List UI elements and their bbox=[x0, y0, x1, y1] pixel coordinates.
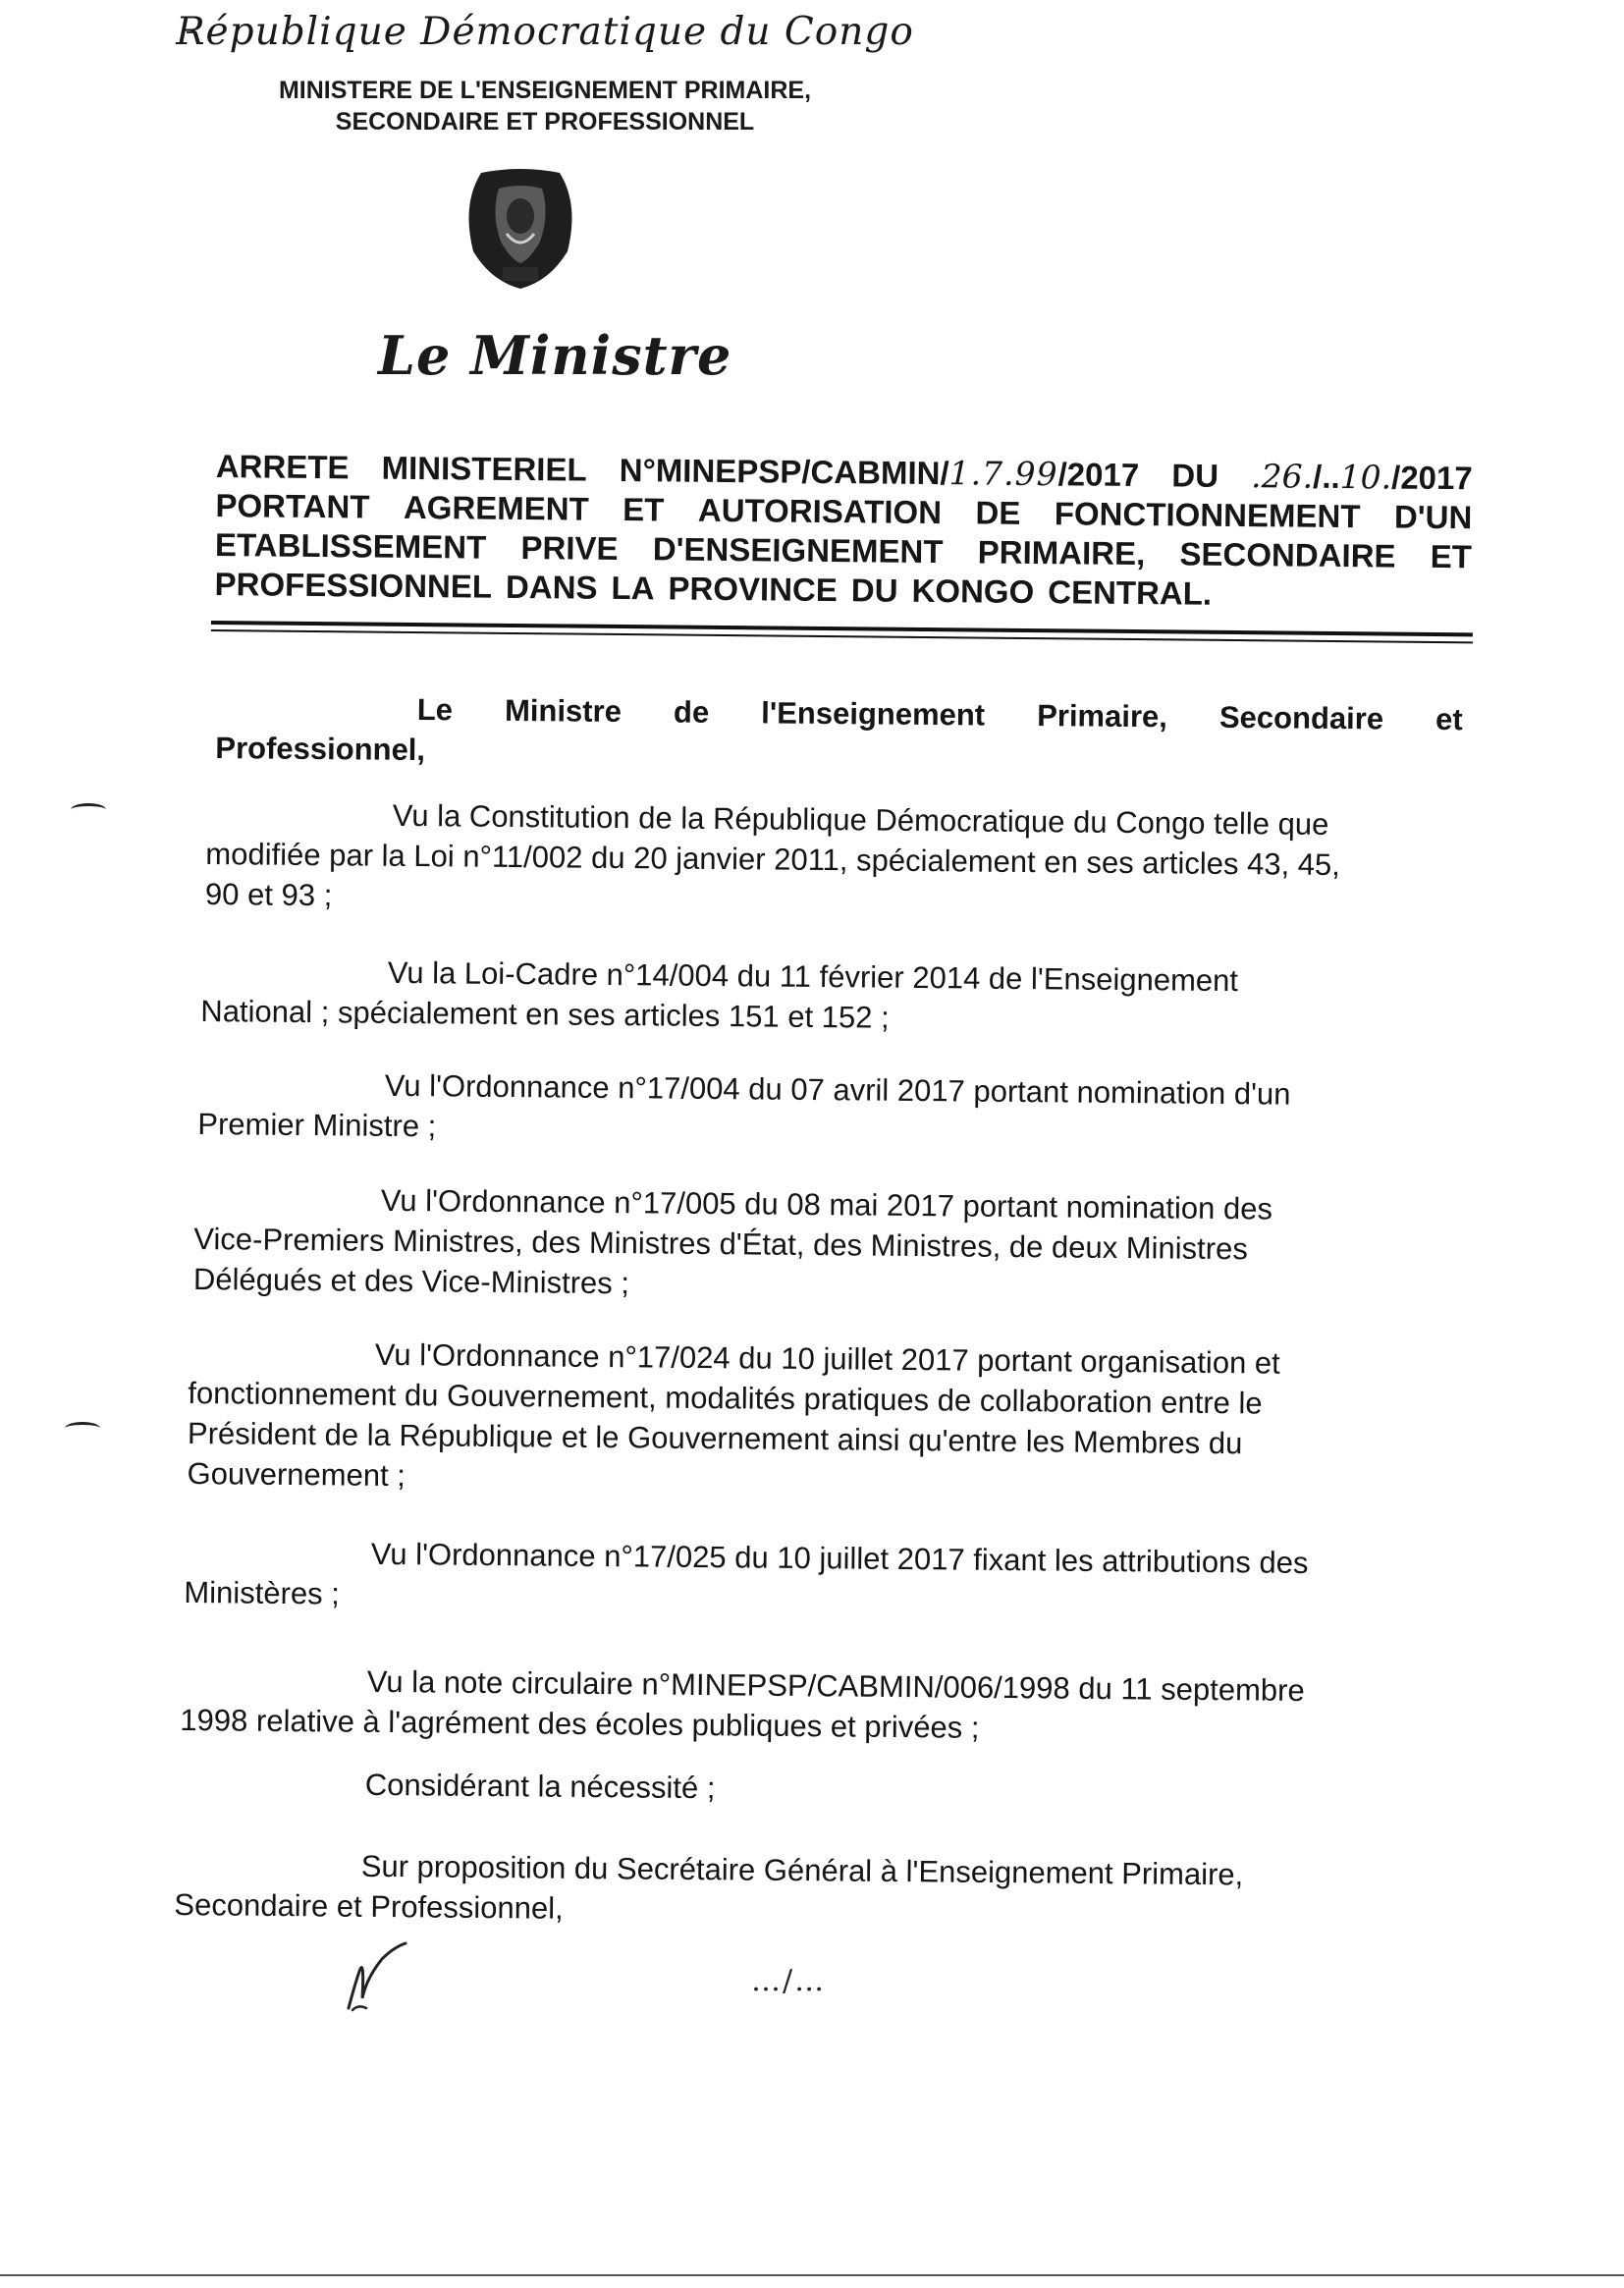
decree-reference: N°MINEPSP/CABMIN/1.7.99/2017 bbox=[619, 451, 1140, 494]
continuation-marker: …/… bbox=[751, 1964, 827, 1998]
recital-ordonnance-17-024 bbox=[187, 1333, 1451, 1505]
intro-word: Professionnel, bbox=[215, 730, 426, 768]
title-word: D'ENSEIGNEMENT bbox=[652, 530, 944, 571]
paragraph-line: Considérant la nécessité ; bbox=[364, 1767, 716, 1806]
paragraph-line: Délégués et des Vice-Ministres ; bbox=[192, 1261, 630, 1301]
handwritten-date-month: 10. bbox=[1339, 457, 1392, 497]
title-word: ETABLISSEMENT bbox=[214, 525, 487, 566]
title-word: CENTRAL. bbox=[1048, 573, 1213, 612]
title-word: ET bbox=[1430, 537, 1473, 575]
title-underline-thick bbox=[211, 621, 1473, 636]
paragraph-line: Vice-Premiers Ministres, des Ministres d'État, des Ministres, de deux Ministres bbox=[193, 1221, 1248, 1267]
title-word: SECONDAIRE bbox=[1179, 535, 1396, 574]
title-word: AGREMENT bbox=[403, 488, 589, 527]
title-word: PRIVE bbox=[520, 528, 619, 567]
intro-word: l'Enseignement bbox=[761, 695, 986, 733]
paragraph-line: Sur proposition du Secrétaire Général à l'Enseignement Primaire, bbox=[360, 1848, 1244, 1892]
intro-word: Secondaire bbox=[1218, 699, 1384, 736]
intro-word: Primaire, bbox=[1037, 698, 1168, 735]
paragraph-line: Vu la Loi-Cadre n°14/004 du 11 février 2014 de l'Enseignement bbox=[387, 954, 1239, 999]
republic-heading: République Démocratique du Congo bbox=[176, 10, 914, 54]
ministry-heading bbox=[0, 75, 1090, 137]
paragraph-line: Premier Ministre ; bbox=[197, 1106, 437, 1144]
paragraph-line: 1998 relative à l'agrément des écoles publiques et privées ; bbox=[180, 1702, 980, 1745]
recital-note-circulaire bbox=[180, 1660, 1439, 1752]
intro-word: de bbox=[673, 694, 710, 730]
title-word: DANS bbox=[505, 568, 598, 606]
title-word: PROFESSIONNEL bbox=[214, 565, 493, 605]
paragraph-line: Vu la Constitution de la République Démocratique du Congo telle que bbox=[392, 797, 1329, 842]
handwritten-decree-number: 1.7.99 bbox=[948, 454, 1058, 494]
title-word: MINISTERIEL bbox=[381, 449, 587, 488]
margin-mark bbox=[71, 803, 106, 816]
handwritten-initial-signature bbox=[339, 1939, 417, 2018]
recital-necessite bbox=[179, 1763, 1437, 1815]
title-word: DE bbox=[975, 494, 1021, 531]
minister-intro bbox=[215, 687, 1463, 780]
title-word: DU bbox=[850, 572, 898, 609]
paragraph-line: 90 et 93 ; bbox=[204, 876, 333, 913]
ministry-heading-line1: MINISTERE DE L'ENSEIGNEMENT PRIMAIRE, bbox=[278, 77, 812, 104]
title-word: PRIMAIRE, bbox=[977, 533, 1146, 572]
title-word: FONCTIONNEMENT bbox=[1054, 495, 1361, 535]
paragraph-line: Vu l'Ordonnance n°17/005 du 08 mai 2017 portant nomination des bbox=[380, 1182, 1273, 1226]
handwritten-date-day: .26. bbox=[1250, 457, 1314, 496]
coat-of-arms-emblem bbox=[442, 165, 599, 293]
title-word: ET bbox=[623, 490, 665, 528]
title-word: ARRETE bbox=[215, 447, 350, 486]
recital-constitution bbox=[205, 793, 1461, 926]
paragraph-line: Gouvernement ; bbox=[187, 1455, 406, 1494]
paragraph-line: National ; spécialement en ses articles 151 et 152 ; bbox=[200, 993, 890, 1035]
ministry-heading-line2: SECONDAIRE ET PROFESSIONNEL bbox=[335, 108, 755, 136]
title-word: AUTORISATION bbox=[697, 491, 943, 531]
title-word: LA bbox=[611, 569, 655, 607]
intro-word: et bbox=[1435, 701, 1463, 737]
recital-ordonnance-17-004 bbox=[197, 1063, 1453, 1156]
title-word: DU bbox=[1171, 457, 1219, 494]
title-word: PROVINCE bbox=[668, 570, 839, 609]
decree-date: .26./..10./2017 bbox=[1250, 457, 1473, 497]
paragraph-line: Vu l'Ordonnance n°17/024 du 10 juillet 2017 portant organisation et bbox=[374, 1336, 1280, 1381]
intro-word: Le bbox=[416, 691, 454, 728]
recital-loi-cadre bbox=[200, 951, 1456, 1043]
recital-ordonnance-17-005 bbox=[193, 1178, 1453, 1311]
paragraph-line: Vu l'Ordonnance n°17/004 du 07 avril 2017 portant nomination d'un bbox=[384, 1067, 1291, 1112]
page-bottom-edge bbox=[0, 2274, 1624, 2276]
title-word: KONGO bbox=[911, 572, 1035, 611]
intro-word: Ministre bbox=[504, 692, 623, 729]
paragraph-line: Vu la note circulaire n°MINEPSP/CABMIN/006/1998 du 11 septembre bbox=[366, 1663, 1305, 1708]
paragraph-line: Vu l'Ordonnance n°17/025 du 10 juillet 2017 fixant les attributions des bbox=[370, 1536, 1309, 1580]
recital-ordonnance-17-025 bbox=[184, 1532, 1443, 1624]
decree-title bbox=[214, 447, 1472, 616]
paragraph-line: Secondaire et Professionnel, bbox=[174, 1886, 564, 1926]
paragraph-line: Président de la République et le Gouvernement ainsi qu'entre les Membres du bbox=[187, 1415, 1243, 1461]
paragraph-line: modifiée par la Loi n°11/002 du 20 janvier 2011, spécialement en ses articles 43, 45, bbox=[205, 836, 1341, 883]
margin-mark bbox=[65, 1422, 100, 1435]
title-word: D'UN bbox=[1393, 498, 1473, 536]
title-word: PORTANT bbox=[215, 486, 370, 525]
recital-proposition bbox=[174, 1844, 1434, 1936]
paragraph-line: Ministères ; bbox=[184, 1574, 341, 1611]
paragraph-line: fonctionnement du Gouvernement, modalités pratiques de collaboration entre le bbox=[188, 1375, 1263, 1421]
minister-title: Le Ministre bbox=[378, 324, 732, 387]
